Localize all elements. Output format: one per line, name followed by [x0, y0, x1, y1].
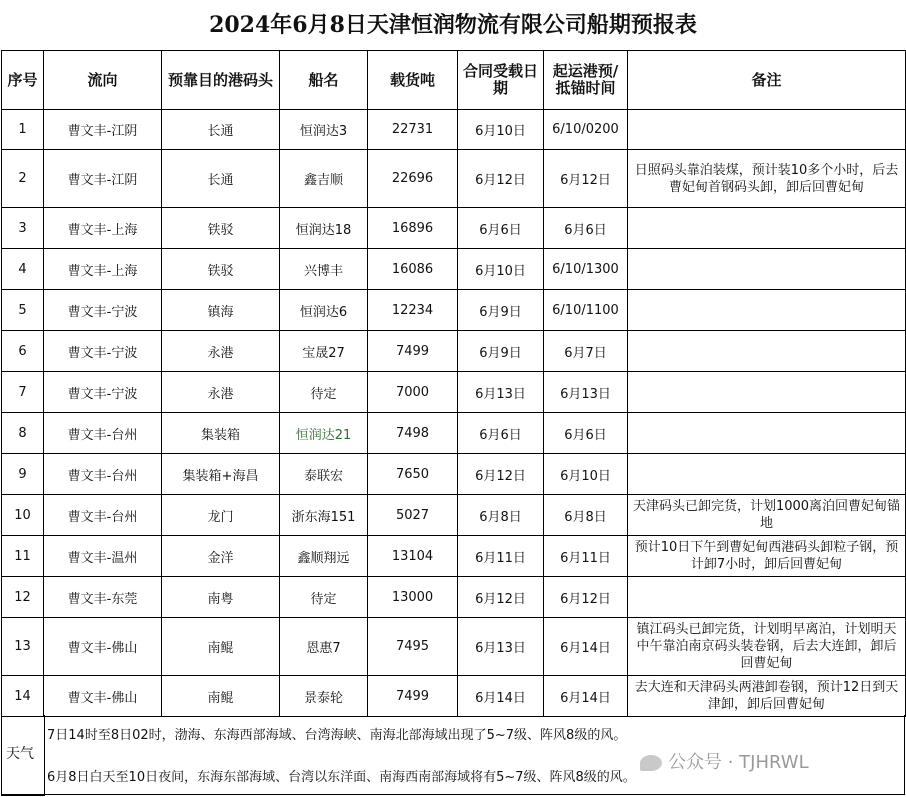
row-no: 7	[2, 372, 44, 413]
row-laycan: 6月10日	[458, 249, 544, 290]
schedule-body	[2, 110, 906, 717]
row-route: 曹文丰-台州	[44, 413, 162, 454]
row-ship: 恒润达6	[280, 290, 368, 331]
row-ship: 待定	[280, 577, 368, 618]
row-tons: 7495	[368, 618, 458, 676]
row-no: 10	[2, 495, 44, 536]
row-note	[628, 331, 906, 372]
row-route: 曹文丰-宁波	[44, 331, 162, 372]
table-row	[2, 110, 906, 150]
row-no: 14	[2, 676, 44, 717]
row-laycan: 6月9日	[458, 290, 544, 331]
weather-label-cell	[1, 715, 45, 796]
row-tons: 7650	[368, 454, 458, 495]
row-port: 铁驳	[162, 249, 280, 290]
row-ship: 宝晟27	[280, 331, 368, 372]
row-ship: 恩惠7	[280, 618, 368, 676]
wechat-icon	[640, 755, 662, 771]
row-route: 曹文丰-江阴	[44, 150, 162, 208]
row-port: 南粤	[162, 577, 280, 618]
row-route: 曹文丰-佛山	[44, 618, 162, 676]
row-tons: 22696	[368, 150, 458, 208]
row-ship: 浙东海151	[280, 495, 368, 536]
row-eta: 6月8日	[544, 495, 628, 536]
row-tons: 12234	[368, 290, 458, 331]
header-port: 预靠目的港码头	[162, 51, 280, 110]
row-tons: 5027	[368, 495, 458, 536]
row-note	[628, 110, 906, 150]
row-eta: 6月13日	[544, 372, 628, 413]
page-title: 2024年6月8日天津恒润物流有限公司船期预报表	[209, 12, 697, 38]
weather-border-bottom	[1, 794, 905, 795]
weather-label: 天气	[6, 746, 34, 762]
table-row	[2, 150, 906, 208]
row-tons: 16896	[368, 208, 458, 249]
table-row	[2, 676, 906, 717]
row-no: 4	[2, 249, 44, 290]
row-laycan: 6月12日	[458, 150, 544, 208]
row-no: 6	[2, 331, 44, 372]
row-eta: 6/10/0200	[544, 110, 628, 150]
row-ship: 景泰轮	[280, 676, 368, 717]
row-no: 5	[2, 290, 44, 331]
row-route: 曹文丰-温州	[44, 536, 162, 577]
row-laycan: 6月10日	[458, 110, 544, 150]
row-port: 集装箱+海昌	[162, 454, 280, 495]
row-ship: 恒润达18	[280, 208, 368, 249]
row-tons: 7499	[368, 331, 458, 372]
row-no: 13	[2, 618, 44, 676]
row-no: 1	[2, 110, 44, 150]
row-no: 11	[2, 536, 44, 577]
header-note: 备注	[628, 51, 906, 110]
row-note	[628, 249, 906, 290]
row-note: 预计10日下午到曹妃甸西港码头卸粒子钢，预计卸7小时，卸后回曹妃甸	[628, 536, 906, 577]
table-row	[2, 577, 906, 618]
row-tons: 22731	[368, 110, 458, 150]
row-eta: 6月7日	[544, 331, 628, 372]
row-eta: 6/10/1300	[544, 249, 628, 290]
row-note	[628, 577, 906, 618]
row-ship: 待定	[280, 372, 368, 413]
row-port: 永港	[162, 331, 280, 372]
row-eta: 6月12日	[544, 150, 628, 208]
row-route: 曹文丰-上海	[44, 249, 162, 290]
row-no: 3	[2, 208, 44, 249]
header-row	[2, 51, 906, 110]
row-no: 2	[2, 150, 44, 208]
row-ship: 泰联宏	[280, 454, 368, 495]
weather-line-1: 7日14时至8日02时，渤海、东海西部海域、台湾海峡、南海北部海域出现了5~7级、阵风8级的风。	[47, 728, 627, 743]
row-tons: 13000	[368, 577, 458, 618]
header-laycan: 合同受载日期	[458, 51, 544, 110]
row-note: 去大连和天津码头两港卸卷钢，预计12日到天津卸，卸后回曹妃甸	[628, 676, 906, 717]
weather-line-2: 6月8日白天至10日夜间，东海东部海域、台湾以东洋面、南海西南部海域将有5~7级、阵风8级的风。	[47, 770, 636, 785]
row-eta: 6月12日	[544, 577, 628, 618]
row-note	[628, 413, 906, 454]
row-port: 金洋	[162, 536, 280, 577]
row-route: 曹文丰-佛山	[44, 676, 162, 717]
row-eta: 6/10/1100	[544, 290, 628, 331]
row-port: 铁驳	[162, 208, 280, 249]
row-eta: 6月14日	[544, 676, 628, 717]
table-row	[2, 413, 906, 454]
header-tons: 载货吨	[368, 51, 458, 110]
row-laycan: 6月13日	[458, 618, 544, 676]
row-port: 镇海	[162, 290, 280, 331]
row-tons: 7498	[368, 413, 458, 454]
row-note	[628, 372, 906, 413]
table-row	[2, 331, 906, 372]
row-route: 曹文丰-台州	[44, 454, 162, 495]
table-row	[2, 618, 906, 676]
weather-border-right	[904, 715, 905, 795]
row-port: 永港	[162, 372, 280, 413]
row-laycan: 6月6日	[458, 413, 544, 454]
row-route: 曹文丰-宁波	[44, 372, 162, 413]
table-row	[2, 249, 906, 290]
row-ship: 鑫顺翔远	[280, 536, 368, 577]
table-row	[2, 454, 906, 495]
schedule-table	[1, 50, 906, 717]
row-note: 镇江码头已卸完货，计划明早离泊，计划明天中午靠泊南京码头装卷钢，后去大连卸，卸后回曹妃甸	[628, 618, 906, 676]
row-laycan: 6月14日	[458, 676, 544, 717]
row-port: 集装箱	[162, 413, 280, 454]
header-ship: 船名	[280, 51, 368, 110]
row-port: 长通	[162, 150, 280, 208]
watermark	[640, 748, 809, 774]
table-row	[2, 208, 906, 249]
row-no: 12	[2, 577, 44, 618]
row-ship: 兴博丰	[280, 249, 368, 290]
row-eta: 6月14日	[544, 618, 628, 676]
row-note	[628, 290, 906, 331]
row-laycan: 6月12日	[458, 577, 544, 618]
row-note: 日照码头靠泊装煤，预计装10多个小时，后去曹妃甸首钢码头卸，卸后回曹妃甸	[628, 150, 906, 208]
table-row	[2, 495, 906, 536]
row-eta: 6月10日	[544, 454, 628, 495]
row-laycan: 6月6日	[458, 208, 544, 249]
row-laycan: 6月8日	[458, 495, 544, 536]
row-ship: 恒润达21	[280, 413, 368, 454]
row-tons: 13104	[368, 536, 458, 577]
header-no: 序号	[2, 51, 44, 110]
row-note: 天津码头已卸完货，计划1000离泊回曹妃甸锚地	[628, 495, 906, 536]
row-tons: 16086	[368, 249, 458, 290]
row-route: 曹文丰-江阴	[44, 110, 162, 150]
row-ship: 恒润达3	[280, 110, 368, 150]
row-laycan: 6月12日	[458, 454, 544, 495]
row-no: 9	[2, 454, 44, 495]
row-port: 南鲲	[162, 618, 280, 676]
row-no: 8	[2, 413, 44, 454]
row-tons: 7000	[368, 372, 458, 413]
row-route: 曹文丰-台州	[44, 495, 162, 536]
watermark-text: 公众号 · TJHRWL	[668, 752, 809, 773]
row-laycan: 6月13日	[458, 372, 544, 413]
row-note	[628, 208, 906, 249]
row-route: 曹文丰-东莞	[44, 577, 162, 618]
row-laycan: 6月9日	[458, 331, 544, 372]
header-route: 流向	[44, 51, 162, 110]
row-tons: 7499	[368, 676, 458, 717]
header-eta: 起运港预/抵锚时间	[544, 51, 628, 110]
row-eta: 6月6日	[544, 413, 628, 454]
row-port: 南鲲	[162, 676, 280, 717]
row-route: 曹文丰-宁波	[44, 290, 162, 331]
table-row	[2, 290, 906, 331]
row-eta: 6月6日	[544, 208, 628, 249]
table-row	[2, 536, 906, 577]
table-row	[2, 372, 906, 413]
row-laycan: 6月11日	[458, 536, 544, 577]
row-port: 长通	[162, 110, 280, 150]
row-note	[628, 454, 906, 495]
row-port: 龙门	[162, 495, 280, 536]
row-eta: 6月11日	[544, 536, 628, 577]
row-ship: 鑫吉顺	[280, 150, 368, 208]
row-route: 曹文丰-上海	[44, 208, 162, 249]
